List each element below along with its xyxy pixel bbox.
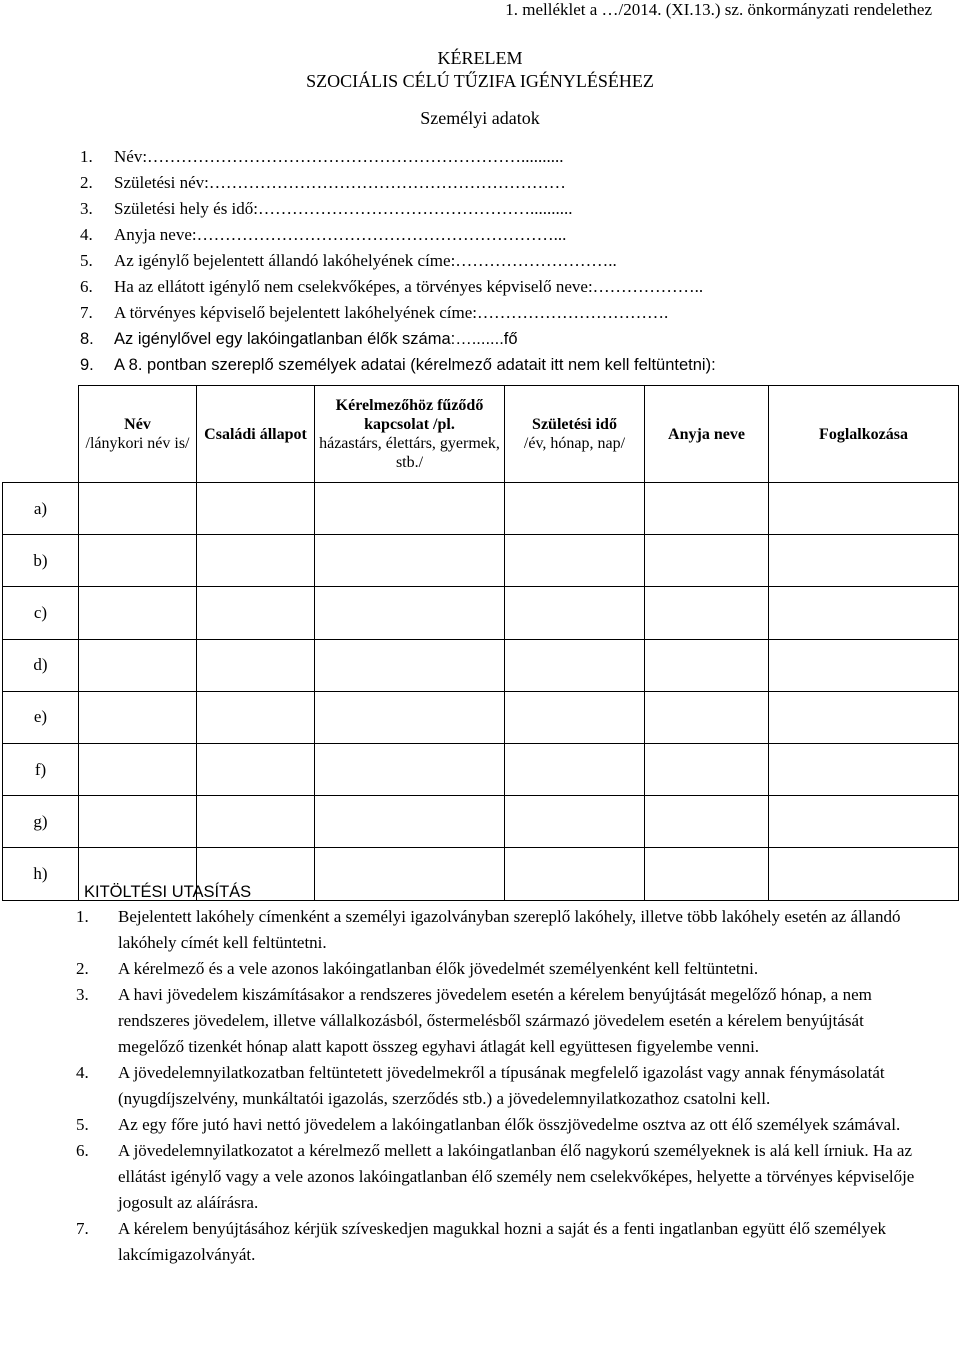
table-row (3, 691, 959, 743)
row-label: g) (3, 796, 79, 848)
field-label: Név:………………………………………………………….......... (114, 147, 564, 166)
field-number: 2. (80, 173, 93, 192)
row-label: h) (3, 848, 79, 900)
section-heading: Személyi adatok (420, 108, 540, 128)
table-cell[interactable] (645, 535, 769, 587)
instruction-number: 7. (76, 1219, 89, 1238)
table-cell[interactable] (769, 796, 959, 848)
field-representative-address[interactable] (80, 301, 940, 327)
personal-data-fields (80, 145, 940, 379)
table-cell[interactable] (315, 639, 505, 691)
table-cell[interactable] (79, 483, 197, 535)
table-cell[interactable] (505, 587, 645, 639)
instruction-text: A jövedelemnyilatkozatban feltüntetett jövedelmekről a típusának megfelelő igazolást vagy annak fénymásolatát (nyugdíjszelvény, munkáltatói igazolás, szerződés stb.) a jövedelemnyilatkozathoz csatolni kell. (118, 1063, 885, 1108)
field-birth-place-date[interactable] (80, 197, 940, 223)
table-cell[interactable] (769, 743, 959, 795)
col-header-birth-date (505, 386, 645, 483)
col-header-name (79, 386, 197, 483)
instruction-text: A kérelmező és a vele azonos lakóingatlanban élők jövedelmét személyenként kell feltüntetni. (118, 959, 759, 978)
field-label: Születési hely és idő:………………………………………….......... (114, 199, 573, 218)
instruction-number: 3. (76, 985, 89, 1004)
instruction-number: 2. (76, 959, 89, 978)
table-row (3, 743, 959, 795)
table-cell[interactable] (505, 796, 645, 848)
field-label: Az igénylővel egy lakóingatlanban élők száma:….......fő (114, 330, 518, 348)
instruction-item (76, 956, 934, 982)
field-legal-representative[interactable] (80, 275, 940, 301)
instruction-number: 4. (76, 1063, 89, 1082)
row-label-header (3, 386, 79, 483)
table-row (3, 587, 959, 639)
table-cell[interactable] (197, 587, 315, 639)
header-text: Születési idő (532, 416, 617, 433)
header-text: Név (124, 416, 151, 433)
instruction-item (76, 1112, 934, 1138)
field-household-count[interactable] (80, 327, 940, 353)
form-subtitle: SZOCIÁLIS CÉLÚ TŰZIFA IGÉNYLÉSÉHEZ (306, 71, 654, 91)
row-label: b) (3, 535, 79, 587)
table-header-row (3, 386, 959, 483)
header-text: Foglalkozása (819, 425, 908, 443)
table-cell[interactable] (197, 483, 315, 535)
table-cell[interactable] (645, 796, 769, 848)
table-cell[interactable] (769, 587, 959, 639)
instruction-text: Bejelentett lakóhely címenként a személyi igazolványban szereplő lakóhely, illetve több lakóhely esetén az állandó lakóhely címét kell feltüntetni. (118, 907, 901, 952)
table-cell[interactable] (645, 587, 769, 639)
table-cell[interactable] (315, 483, 505, 535)
annex-reference: 1. melléklet a …/2014. (XI.13.) sz. önkormányzati rendelethez (505, 0, 932, 19)
instruction-item (76, 1138, 934, 1216)
field-label: Anyja neve:………………………………………………………... (114, 225, 567, 244)
header-subtext: házastárs, élettárs, gyermek, stb./ (319, 435, 500, 471)
header-subtext: /lánykori név is/ (85, 435, 190, 452)
row-label: d) (3, 639, 79, 691)
col-header-relationship (315, 386, 505, 483)
table-row (3, 639, 959, 691)
table-cell[interactable] (505, 535, 645, 587)
field-name[interactable] (80, 145, 940, 171)
table-cell[interactable] (197, 691, 315, 743)
table-cell[interactable] (79, 796, 197, 848)
table-cell[interactable] (315, 691, 505, 743)
table-cell[interactable] (645, 639, 769, 691)
table-cell[interactable] (505, 483, 645, 535)
table-cell[interactable] (197, 639, 315, 691)
instructions-list (76, 904, 934, 1268)
instruction-number: 1. (76, 907, 89, 926)
table-cell[interactable] (769, 639, 959, 691)
header-text: Anyja neve (668, 425, 745, 443)
instruction-number: 5. (76, 1115, 89, 1134)
field-number: 1. (80, 147, 93, 166)
table-cell[interactable] (645, 743, 769, 795)
table-cell[interactable] (505, 743, 645, 795)
table-cell[interactable] (769, 691, 959, 743)
row-label: f) (3, 743, 79, 795)
field-birth-name[interactable] (80, 171, 940, 197)
col-header-mother-name (645, 386, 769, 483)
instruction-item (76, 904, 934, 956)
instructions-heading: KITÖLTÉSI UTASÍTÁS (84, 883, 252, 901)
instruction-item (76, 1060, 934, 1112)
field-label: A törvényes képviselő bejelentett lakóhelyének címe:……………………………. (114, 303, 669, 322)
household-persons-table (2, 385, 959, 901)
field-mother-name[interactable] (80, 223, 940, 249)
field-permanent-address[interactable] (80, 249, 940, 275)
instruction-number: 6. (76, 1141, 89, 1160)
field-label: Ha az ellátott igénylő nem cselekvőképes, a törvényes képviselő neve:……………….. (114, 277, 704, 296)
instruction-text: A havi jövedelem kiszámításakor a rendszeres jövedelem esetén a kérelem benyújtását megelőző hónap, a nem rendszeres jövedelem, illetve vállalkozásból, őstermelésből származó jövedelem esetén a kérelem benyújtását megelőző tizenkét hónap alatt kapott összeg egyhavi átlagát kell együttesen figyelembe venni. (118, 985, 872, 1056)
row-label: e) (3, 691, 79, 743)
table-cell[interactable] (79, 639, 197, 691)
field-number: 5. (80, 251, 93, 270)
table-cell[interactable] (197, 535, 315, 587)
table-row (3, 535, 959, 587)
table-cell[interactable] (79, 743, 197, 795)
table-cell[interactable] (79, 535, 197, 587)
table-row (3, 796, 959, 848)
table-cell[interactable] (505, 639, 645, 691)
col-header-occupation (769, 386, 959, 483)
header-text: Családi állapot (204, 425, 307, 443)
field-label: Születési név:……………………………………………………… (114, 173, 566, 192)
field-number: 8. (80, 330, 94, 348)
table-cell[interactable] (315, 743, 505, 795)
instruction-text: A kérelem benyújtásához kérjük szíveskedjen magukkal hozni a saját és a fenti ingatlanban együtt élő személyek lakcímigazolványát. (118, 1219, 887, 1264)
table-cell[interactable] (315, 535, 505, 587)
table-cell[interactable] (79, 587, 197, 639)
instruction-item (76, 982, 934, 1060)
table-cell[interactable] (197, 743, 315, 795)
field-number: 6. (80, 277, 93, 296)
instruction-text: Az egy főre jutó havi nettó jövedelem a lakóingatlanban élők összjövedelme osztva az ott élő személyek számával. (118, 1115, 901, 1134)
table-cell[interactable] (197, 796, 315, 848)
table-cell[interactable] (645, 483, 769, 535)
form-title: KÉRELEM (437, 48, 523, 68)
instruction-text: A jövedelemnyilatkozatot a kérelmező mellett a lakóingatlanban élő nagykorú személyeknek is alá kell írniuk. Ha az ellátást igénylő vagy a vele azonos lakóingatlanban élő személy nem cselekvőképes, helyette a törvényes képviselője jogosult az aláírásra. (118, 1141, 915, 1212)
header-subtext: /év, hónap, nap/ (523, 435, 626, 452)
row-label: a) (3, 483, 79, 535)
col-header-marital-status (197, 386, 315, 483)
table-cell[interactable] (505, 691, 645, 743)
filling-instructions (76, 880, 934, 1268)
field-number: 3. (80, 199, 93, 218)
table-cell[interactable] (645, 691, 769, 743)
header-text: Kérelmezőhöz fűződő kapcsolat /pl. (335, 397, 484, 433)
table-cell[interactable] (79, 691, 197, 743)
row-label: c) (3, 587, 79, 639)
field-label: Az igénylő bejelentett állandó lakóhelyének címe:……………………….. (114, 251, 617, 270)
field-number: 4. (80, 225, 93, 244)
table-cell[interactable] (769, 483, 959, 535)
field-number: 7. (80, 303, 93, 322)
field-household-persons (80, 353, 940, 379)
table-cell[interactable] (315, 587, 505, 639)
instruction-item (76, 1216, 934, 1268)
table-cell[interactable] (769, 535, 959, 587)
table-row (3, 483, 959, 535)
field-label: A 8. pontban szereplő személyek adatai (kérelmező adatait itt nem kell feltüntetni): (114, 356, 716, 374)
field-number: 9. (80, 356, 94, 374)
table-cell[interactable] (315, 796, 505, 848)
